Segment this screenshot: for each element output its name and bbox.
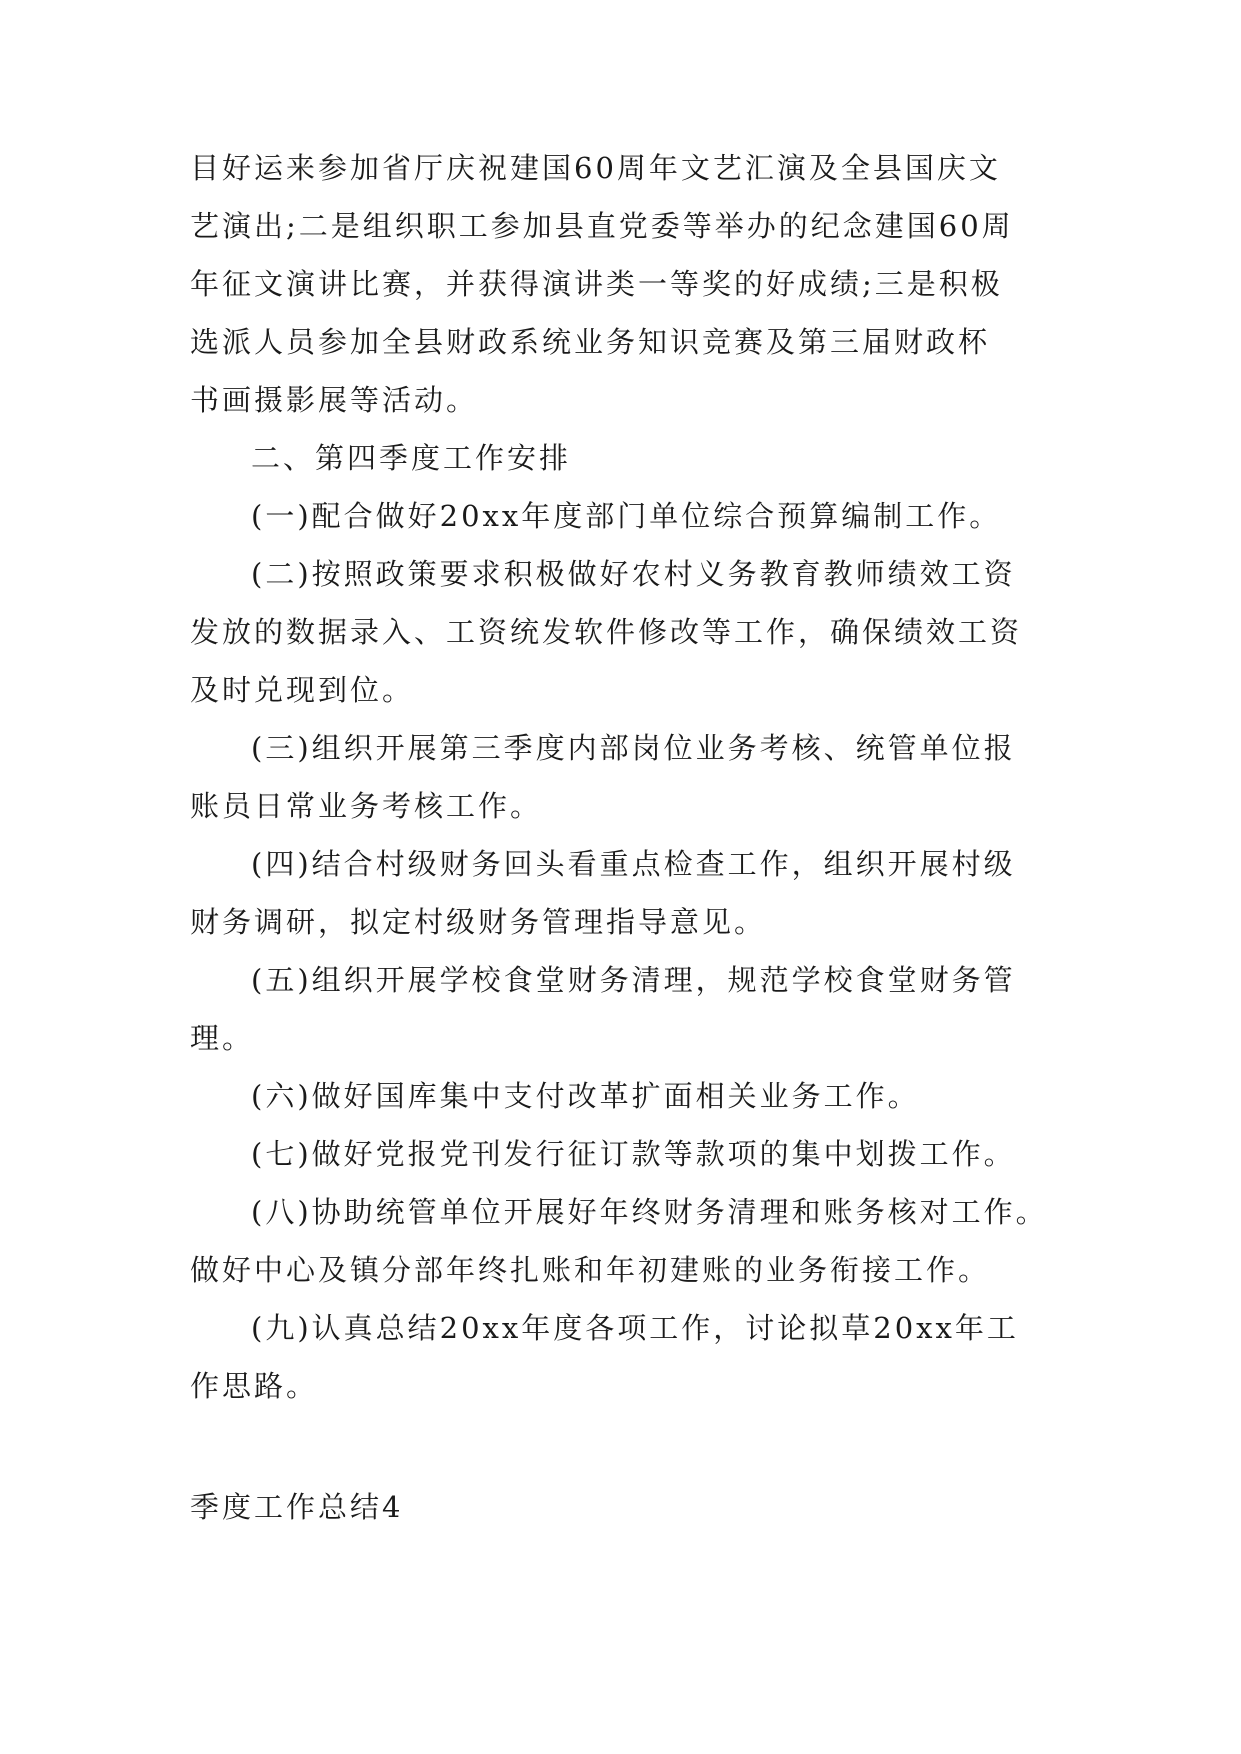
text-line: 及时兑现到位。	[190, 673, 415, 707]
text-line: 艺演出;二是组织职工参加县直党委等举办的纪念建国60周	[190, 209, 1014, 243]
list-item: (二)按照政策要求积极做好农村义务教育教师绩效工资	[251, 557, 1016, 591]
text-line: 书画摄影展等活动。	[190, 383, 479, 417]
section-title: 二、第四季度工作安排	[251, 441, 572, 475]
list-item: (七)做好党报党刊发行征订款等款项的集中划拨工作。	[251, 1137, 1016, 1171]
list-item: (一)配合做好20xx年度部门单位综合预算编制工作。	[251, 499, 1002, 533]
list-item: (三)组织开展第三季度内部岗位业务考核、统管单位报	[251, 731, 1016, 765]
list-item: (六)做好国库集中支付改革扩面相关业务工作。	[251, 1079, 920, 1113]
text-line: 发放的数据录入、工资统发软件修改等工作，确保绩效工资	[190, 615, 1023, 649]
text-line: 理。	[190, 1021, 255, 1055]
list-item: (九)认真总结20xx年度各项工作，讨论拟草20xx年工	[251, 1311, 1019, 1345]
text-line: 选派人员参加全县财政系统业务知识竞赛及第三届财政杯	[190, 325, 991, 359]
list-item: (四)结合村级财务回头看重点检查工作，组织开展村级	[251, 847, 1016, 881]
text-line: 目好运来参加省厅庆祝建国60周年文艺汇演及全县国庆文	[190, 151, 1001, 185]
text-line: 财务调研，拟定村级财务管理指导意见。	[190, 905, 767, 939]
text-line: 年征文演讲比赛，并获得演讲类一等奖的好成绩;三是积极	[190, 267, 1003, 301]
text-line: 作思路。	[190, 1369, 319, 1403]
text-line: 做好中心及镇分部年终扎账和年初建账的业务衔接工作。	[190, 1253, 991, 1287]
text-line: 账员日常业务考核工作。	[190, 789, 543, 823]
list-item: (八)协助统管单位开展好年终财务清理和账务核对工作。	[251, 1195, 1048, 1229]
list-item: (五)组织开展学校食堂财务清理，规范学校食堂财务管	[251, 963, 1016, 997]
section-heading: 季度工作总结4	[190, 1490, 404, 1524]
